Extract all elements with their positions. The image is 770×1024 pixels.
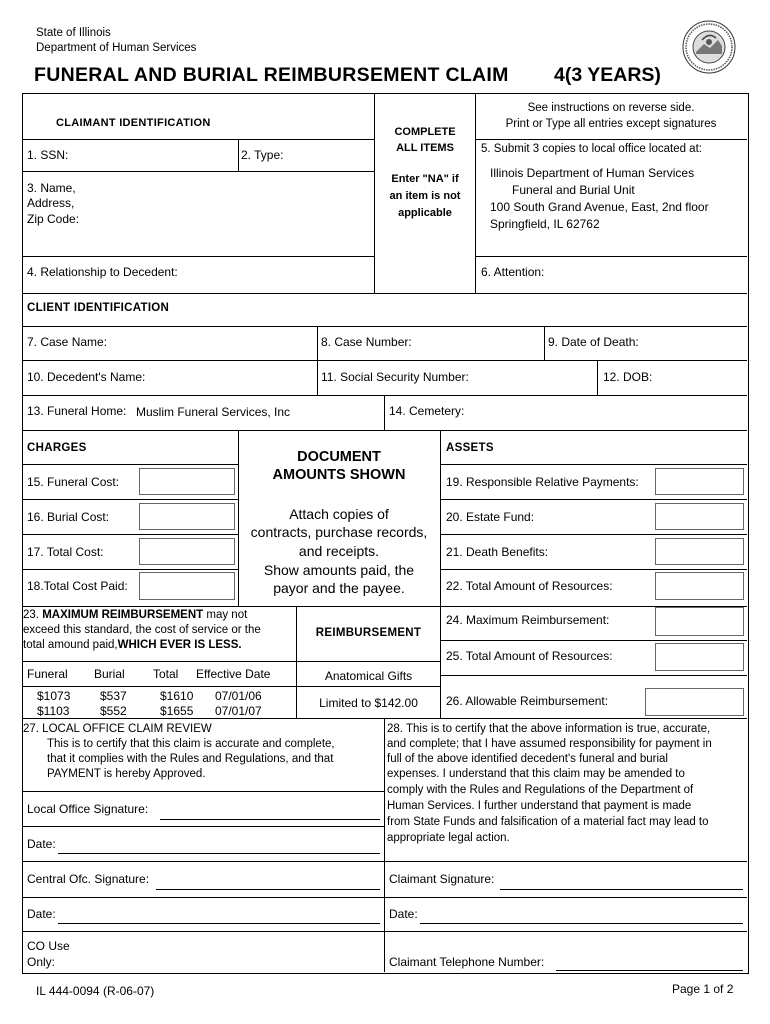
state-name: State of Illinois [36,27,111,39]
case-number-field[interactable] [418,328,542,358]
document-heading-1: DOCUMENT [297,449,381,465]
document-line-4: Show amounts paid, the [263,562,415,578]
document-line-5: payor and the payee. [273,580,405,596]
review-line-1: This is to certify that this claim is accurate and complete, [47,738,335,750]
page-number: Page 1 of 2 [672,982,734,996]
certify-line-4: expenses. I understand that this claim may be amended to [387,768,685,780]
claimant-signature-line[interactable] [500,889,743,890]
rate-row-2-funeral: $1103 [37,704,70,718]
certify-line-5: comply with the Rules and Regulations of the Department of [387,784,694,796]
department-name: Department of Human Services [36,42,197,54]
ssn-field[interactable] [90,141,236,169]
instructions-2: Print or Type all entries except signatures [505,118,717,130]
date-of-death-label: 9. Date of Death: [548,335,639,349]
rate-row-2-burial: $552 [100,704,127,718]
attention-label: 6. Attention: [481,265,545,279]
funeral-cost-input[interactable] [139,468,235,495]
case-number-label: 8. Case Number: [321,335,412,349]
type-label: 2. Type: [241,148,284,162]
address-line-2: Funeral and Burial Unit [512,183,635,197]
name-label-1: 3. Name, [27,181,76,195]
certify-line-7: from State Funds and falsification of a material fact may lead to [387,816,709,828]
estate-fund-input[interactable] [655,503,744,530]
decedent-name-field[interactable] [155,362,315,393]
charges-heading: CHARGES [27,442,87,454]
review-line-3: PAYMENT is hereby Approved. [47,768,206,780]
col-burial: Burial [94,667,125,681]
review-line-2: that it complies with the Rules and Regulations, and that [47,753,334,765]
document-line-3: and receipts. [298,543,380,559]
relationship-field[interactable] [190,258,372,291]
dob-label: 12. DOB: [603,370,653,384]
instructions-1: See instructions on reverse side. [527,102,695,114]
total-resources-label: 22. Total Amount of Resources: [446,579,613,593]
address-line-4: Springfield, IL 62762 [490,217,600,231]
claimant-date-line[interactable] [420,923,743,924]
review-date-line[interactable] [58,853,380,854]
total-resources-2-input[interactable] [655,643,744,671]
address-line-3: 100 South Grand Avenue, East, 2nd floor [490,200,709,214]
col-total: Total [153,667,179,681]
central-date-label: Date: [27,907,56,921]
rate-row-1-date: 07/01/06 [215,689,262,703]
assets-heading: ASSETS [446,442,494,454]
certify-line-3: full of the above identified decedent's funeral and burial [387,753,668,765]
certify-line-6: Human Services. I further understand that payment is made [387,800,692,812]
complete-note-1: COMPLETE [394,126,456,138]
claimant-heading: CLAIMANT IDENTIFICATION [56,117,211,129]
certify-line-1: 28. This is to certify that the above information is true, accurate, [387,723,711,735]
co-use-label-2: Only: [27,955,56,969]
rate-row-2-date: 07/01/07 [215,704,262,718]
anatomical-limit-label: Limited to $142.00 [319,696,418,710]
rate-row-2-total: $1655 [160,704,194,718]
max-standard-line-1: 23. MAXIMUM REIMBURSEMENT may not [23,609,248,621]
review-heading: 27. LOCAL OFFICE CLAIM REVIEW [23,723,212,735]
max-standard-line-2: exceed this standard, the cost of service or the [23,624,261,636]
central-signature-label: Central Ofc. Signature: [27,872,150,886]
case-name-label: 7. Case Name: [27,335,108,349]
funeral-home-value[interactable]: Muslim Funeral Services, Inc [136,405,291,419]
na-note-1: Enter "NA" if [391,173,459,185]
total-cost-input[interactable] [139,538,235,565]
death-benefits-label: 21. Death Benefits: [446,545,549,559]
client-ssn-label: 11. Social Security Number: [321,370,469,384]
decedent-name-label: 10. Decedent's Name: [27,370,146,384]
local-signature-label: Local Office Signature: [27,802,149,816]
col-effective-date: Effective Date [196,667,271,681]
telephone-line[interactable] [556,970,743,971]
telephone-label: Claimant Telephone Number: [389,955,545,969]
dob-field[interactable] [658,362,744,393]
relative-payments-input[interactable] [655,468,744,495]
co-use-label-1: CO Use [27,939,70,953]
max-reimbursement-label: 24. Maximum Reimbursement: [446,613,610,627]
date-of-death-field[interactable] [644,328,744,358]
ssn-label: 1. SSN: [27,148,69,162]
allowable-reimbursement-input[interactable] [645,688,744,716]
complete-note-2: ALL ITEMS [396,142,454,154]
na-note-2: an item is not [389,190,461,202]
estate-fund-label: 20. Estate Fund: [446,510,535,524]
relationship-label: 4. Relationship to Decedent: [27,265,178,279]
max-standard-line-3: total amound paid,WHICH EVER IS LESS. [23,639,242,651]
funeral-cost-label: 15. Funeral Cost: [27,475,120,489]
burial-cost-input[interactable] [139,503,235,530]
name-label-3: Zip Code: [27,212,80,226]
rate-row-1-burial: $537 [100,689,127,703]
anatomical-gifts-label: Anatomical Gifts [324,669,413,683]
burial-cost-label: 16. Burial Cost: [27,510,110,524]
total-resources-2-label: 25. Total Amount of Resources: [446,649,613,663]
submit-label: 5. Submit 3 copies to local office located at: [481,143,702,155]
document-heading-2: AMOUNTS SHOWN [272,467,406,483]
total-cost-label: 17. Total Cost: [27,545,104,559]
state-seal-icon [682,20,736,74]
central-signature-line[interactable] [156,889,380,890]
allowable-reimbursement-label: 26. Allowable Reimbursement: [446,694,609,708]
total-paid-label: 18.Total Cost Paid: [27,579,128,593]
death-benefits-input[interactable] [655,538,744,565]
col-funeral: Funeral [27,667,68,681]
local-signature-line[interactable] [160,819,380,820]
funeral-home-label: 13. Funeral Home: [27,404,127,418]
rate-row-1-total: $1610 [160,689,194,703]
total-resources-input[interactable] [655,572,744,600]
name-address-field[interactable] [90,174,372,254]
name-label-2: Address, [27,196,75,210]
claimant-date-label: Date: [389,907,418,921]
attention-field[interactable] [550,258,745,291]
relative-payments-label: 19. Responsible Relative Payments: [446,475,639,489]
certify-line-8: appropriate legal action. [387,832,510,844]
client-ssn-field[interactable] [480,362,595,393]
form-id: IL 444-0094 (R-06-07) [36,984,155,998]
cemetery-label: 14. Cemetery: [389,404,465,418]
certify-line-2: and complete; that I have assumed responsibility for payment in [387,738,712,750]
max-reimbursement-input[interactable] [655,607,744,636]
na-note-3: applicable [398,207,452,219]
client-heading: CLIENT IDENTIFICATION [27,302,170,314]
reimbursement-heading: REIMBURSEMENT [315,627,422,639]
address-line-1: Illinois Department of Human Services [490,166,695,180]
review-date-label: Date: [27,837,56,851]
form-title: FUNERAL AND BURIAL REIMBURSEMENT CLAIM [34,64,509,86]
document-line-1: Attach copies of [289,506,389,522]
cemetery-field[interactable] [472,397,744,428]
claimant-signature-label: Claimant Signature: [389,872,495,886]
retention-code: 4(3 YEARS) [554,64,661,86]
central-date-line[interactable] [58,923,380,924]
type-field[interactable] [292,141,372,169]
document-line-2: contracts, purchase records, [250,524,428,540]
case-name-field[interactable] [114,328,314,358]
total-paid-input[interactable] [139,572,235,600]
rate-row-1-funeral: $1073 [37,689,71,703]
